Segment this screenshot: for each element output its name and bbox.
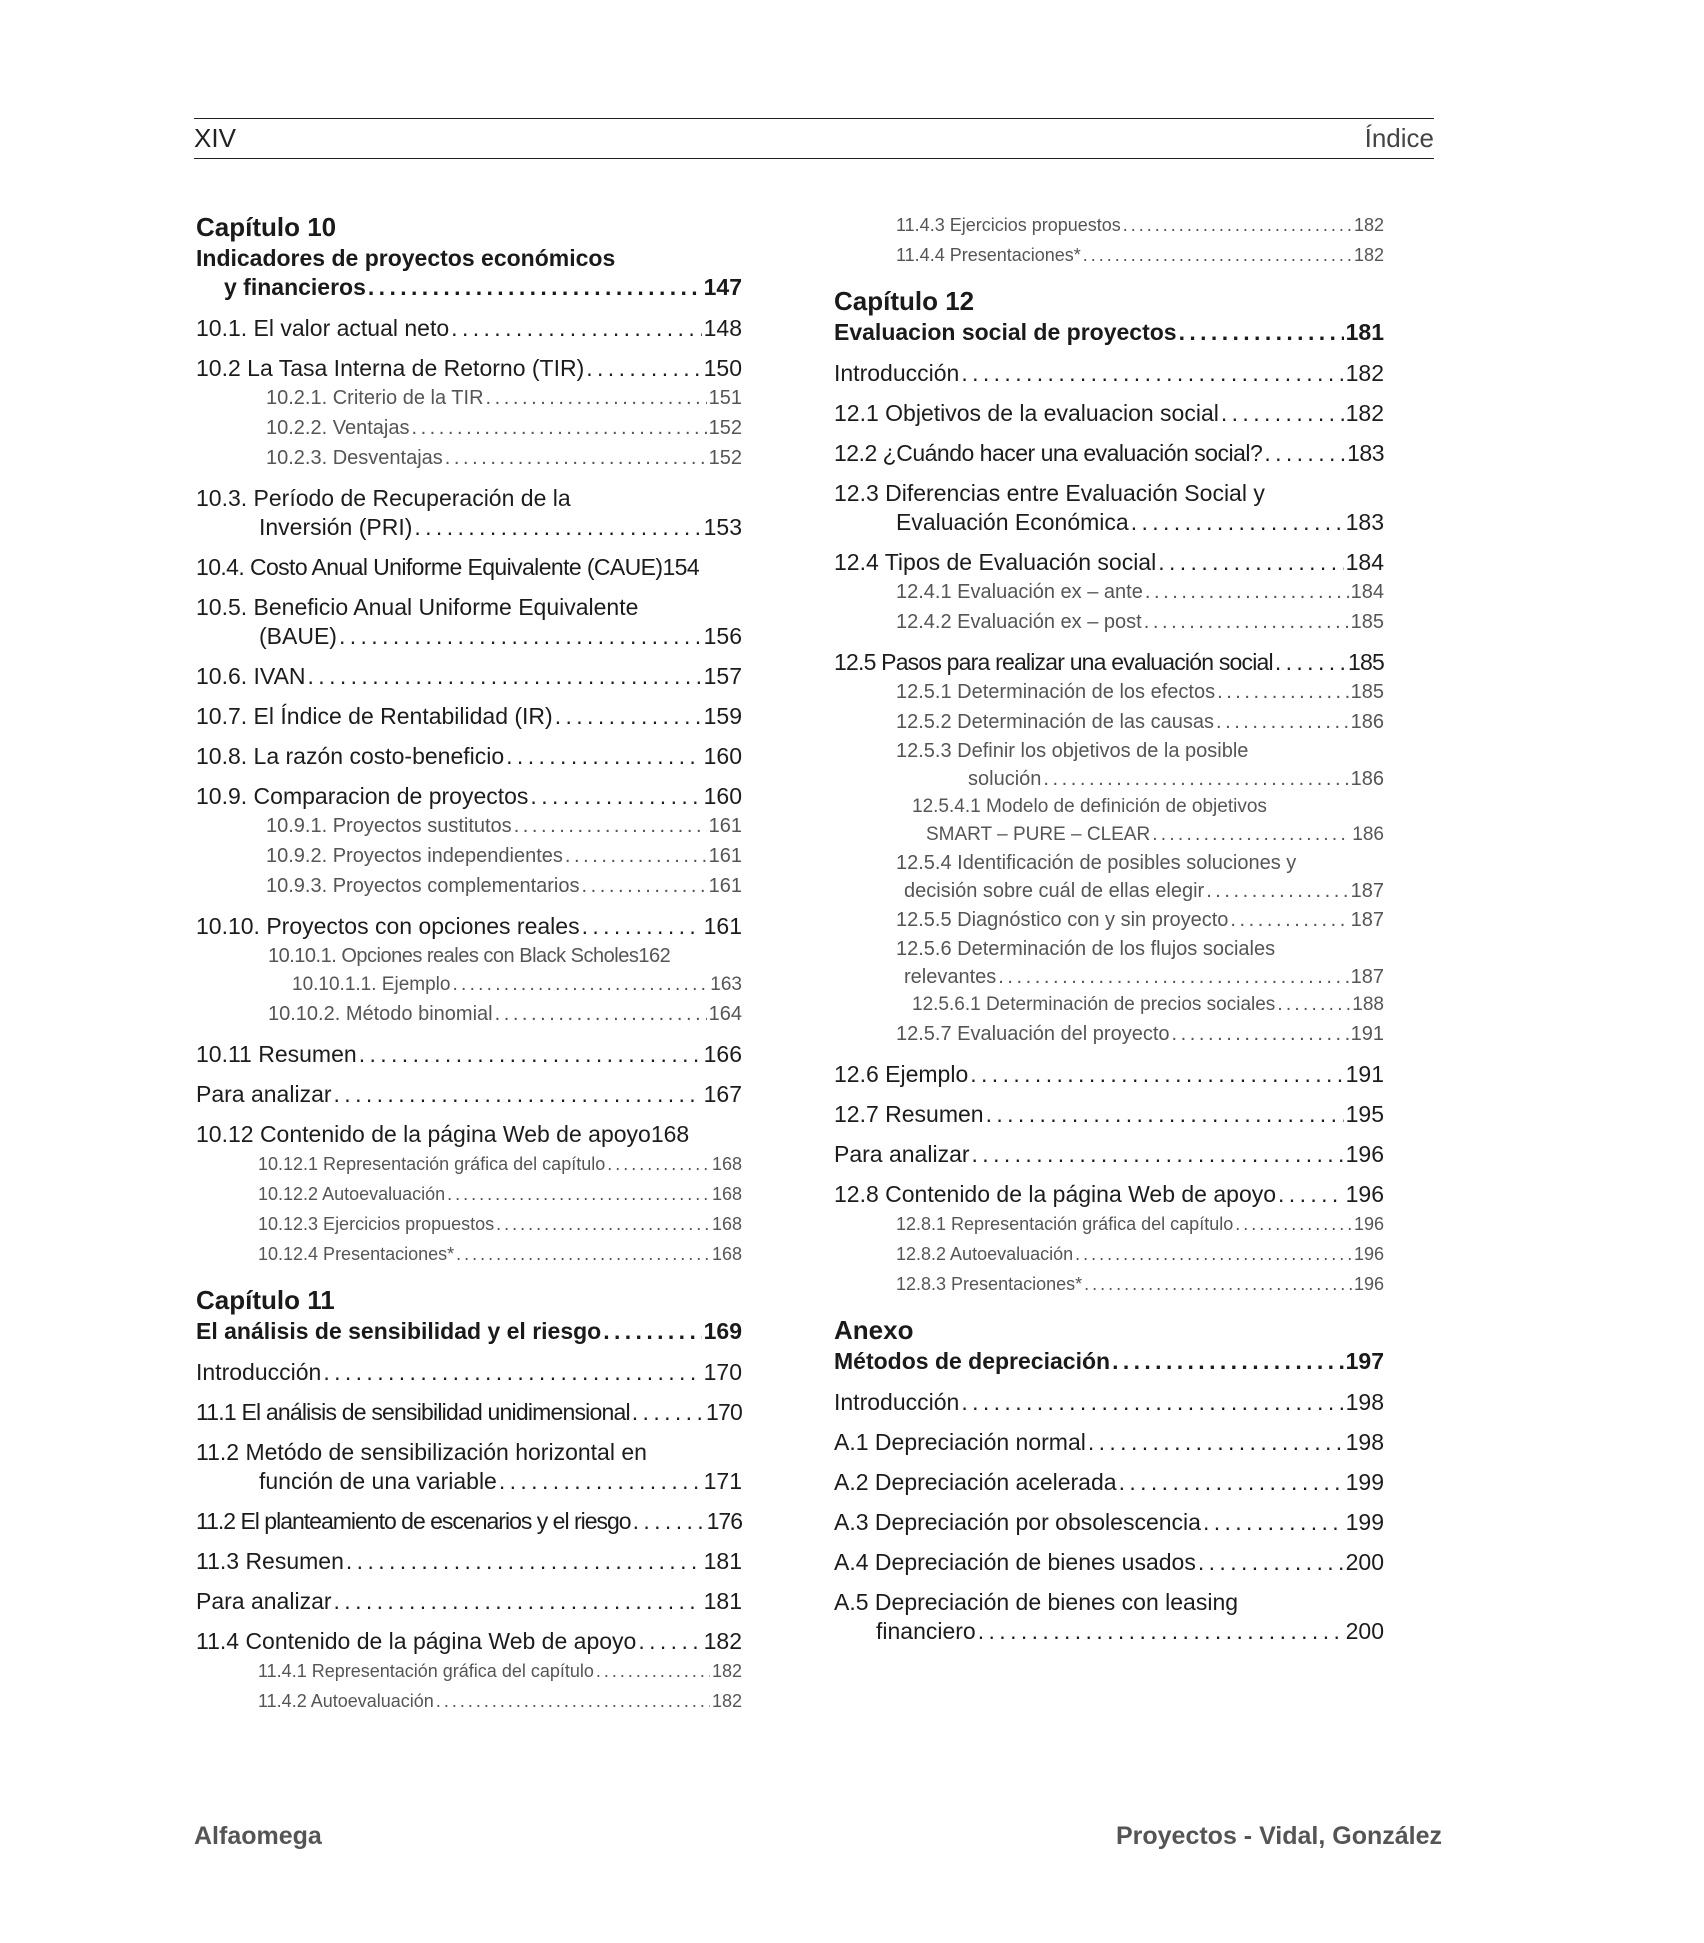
- toc-entry: 10.5. Beneficio Anual Uniforme Equivalente (BAUE) . . . 156: [196, 593, 742, 651]
- toc-subentry: 12.5.7 Evaluación del proyecto . . . 191: [834, 1019, 1384, 1049]
- toc-entry: Introducción . . . 198: [834, 1388, 1384, 1417]
- footer-book-title: Proyectos - Vidal, González: [1115, 1822, 1442, 1850]
- toc-entry: 10.4. Costo Anual Uniforme Equivalente (CAUE) 154: [196, 554, 700, 580]
- toc-subentry: 10.2.2. Ventajas . . . 152: [196, 413, 742, 443]
- chapter-heading: Capítulo 12: [834, 286, 975, 316]
- toc-subentry: 10.2.3. Desventajas . . . 152: [196, 443, 742, 473]
- toc-subentry: 10.12.2 Autoevaluación . . . 168: [196, 1179, 742, 1209]
- chapter-subtitle: Evaluacion social de proyectos . . . 181: [834, 318, 1384, 347]
- toc-entry: Introducción . . . 182: [834, 359, 1384, 388]
- toc-entry: 10.1. El valor actual neto . . . 148: [196, 314, 742, 343]
- header-rule-bottom: [194, 158, 1434, 159]
- footer-publisher: Alfaomega: [194, 1822, 322, 1850]
- section-title: Índice: [1364, 123, 1434, 153]
- chapter-heading: Capítulo 11: [196, 1285, 335, 1315]
- toc-entry: 12.1 Objetivos de la evaluacion social . . . 182: [834, 399, 1384, 428]
- toc-subentry: 11.4.4 Presentaciones* . . . 182: [834, 240, 1384, 270]
- toc-entry: 10.6. IVAN . . . 157: [196, 662, 742, 691]
- toc-subentry: 12.5.4.1 Modelo de definición de objetivos SMART – PURE – CLEAR . . . 186: [834, 793, 1384, 849]
- chapter-heading: Capítulo 10: [196, 212, 337, 242]
- toc-subentry: 10.10.1. Opciones reales con Black Scholes 162: [268, 945, 671, 967]
- toc-subentry: 10.2.1. Criterio de la TIR . . . 151: [196, 383, 742, 413]
- toc-entry: 10.7. El Índice de Rentabilidad (IR) . . . 159: [196, 702, 742, 731]
- toc-entry: A.3 Depreciación por obsolescencia . . . 199: [834, 1508, 1384, 1537]
- toc-subentry: 10.10.1.1. Ejemplo . . . 163: [196, 971, 742, 999]
- toc-subentry: 12.5.4 Identificación de posibles soluciones y decisión sobre cuál de ellas elegir . . . 187: [834, 849, 1384, 905]
- toc-subentry: 10.9.2. Proyectos independientes . . . 161: [196, 841, 742, 871]
- toc-subentry: 10.9.1. Proyectos sustitutos . . . 161: [196, 811, 742, 841]
- toc-subentry: 10.12.4 Presentaciones* . . . 168: [196, 1239, 742, 1269]
- toc-subentry: 12.5.6.1 Determinación de precios sociales . . . 188: [834, 991, 1384, 1019]
- toc-entry: 11.2 Metódo de sensibilización horizontal en función de una variable . . . 171: [196, 1438, 742, 1496]
- chapter-subtitle: Métodos de depreciación . . . 197: [834, 1347, 1384, 1376]
- toc-entry: 11.4 Contenido de la página Web de apoyo . . . 182: [196, 1627, 742, 1656]
- toc-entry: 12.8 Contenido de la página Web de apoyo . . . 196: [834, 1180, 1384, 1209]
- toc-entry: Para analizar . . . 181: [196, 1587, 742, 1616]
- chapter-subtitle: El análisis de sensibilidad y el riesgo . . . 169: [196, 1317, 742, 1346]
- page-number: XIV: [194, 123, 236, 153]
- toc-subentry: 12.8.3 Presentaciones* . . . 196: [834, 1269, 1384, 1299]
- chapter-heading: Anexo: [834, 1315, 914, 1345]
- toc-entry: Introducción . . . 170: [196, 1358, 742, 1387]
- toc-entry: 10.2 La Tasa Interna de Retorno (TIR) . . . 150: [196, 354, 742, 383]
- toc-entry: 12.4 Tipos de Evaluación social . . . 184: [834, 548, 1384, 577]
- toc-subentry: 12.4.1 Evaluación ex – ante . . . 184: [834, 577, 1384, 607]
- toc-entry: A.5 Depreciación de bienes con leasing financiero . . . 200: [834, 1588, 1384, 1646]
- toc-subentry: 10.12.1 Representación gráfica del capítulo . . . 168: [196, 1149, 742, 1179]
- toc-left-column: [196, 210, 742, 1716]
- toc-right-column: [834, 210, 1384, 1646]
- toc-entry: A.2 Depreciación acelerada . . . 199: [834, 1468, 1384, 1497]
- toc-subentry: 12.5.2 Determinación de las causas . . . 186: [834, 707, 1384, 737]
- toc-subentry: 12.8.2 Autoevaluación . . . 196: [834, 1239, 1384, 1269]
- toc-subentry: 12.5.3 Definir los objetivos de la posible solución . . . 186: [834, 737, 1384, 793]
- toc-entry: 11.1 El análisis de sensibilidad unidimensional . . . 170: [196, 1398, 742, 1427]
- toc-entry: 12.2 ¿Cuándo hacer una evaluación social? . . . 183: [834, 439, 1384, 468]
- toc-entry: 12.6 Ejemplo . . . 191: [834, 1060, 1384, 1089]
- toc-entry: 12.5 Pasos para realizar una evaluación social . . . 185: [834, 648, 1384, 677]
- toc-subentry: 12.5.6 Determinación de los flujos sociales relevantes . . . 187: [834, 935, 1384, 991]
- toc-entry: 12.7 Resumen . . . 195: [834, 1100, 1384, 1129]
- toc-entry: 10.8. La razón costo-beneficio . . . 160: [196, 742, 742, 771]
- toc-subentry: 11.4.1 Representación gráfica del capítulo . . . 182: [196, 1656, 742, 1686]
- toc-subentry: 11.4.3 Ejercicios propuestos . . . 182: [834, 210, 1384, 240]
- toc-subentry: 11.4.2 Autoevaluación . . . 182: [196, 1686, 742, 1716]
- toc-entry: Para analizar . . . 167: [196, 1080, 742, 1109]
- toc-entry: Para analizar . . . 196: [834, 1140, 1384, 1169]
- toc-subentry: 12.5.5 Diagnóstico con y sin proyecto . . . 187: [834, 905, 1384, 935]
- toc-entry: 10.3. Período de Recuperación de la Inversión (PRI) . . . 153: [196, 484, 742, 542]
- toc-entry: 10.11 Resumen . . . 166: [196, 1040, 742, 1069]
- chapter-subtitle: Indicadores de proyectos económicos y financieros . . . 147: [196, 244, 742, 302]
- toc-entry: A.1 Depreciación normal . . . 198: [834, 1428, 1384, 1457]
- toc-subentry: 10.10.2. Método binomial . . . 164: [196, 999, 742, 1029]
- toc-subentry: 10.9.3. Proyectos complementarios . . . 161: [196, 871, 742, 901]
- toc-entry: 11.3 Resumen . . . 181: [196, 1547, 742, 1576]
- toc-entry: 12.3 Diferencias entre Evaluación Social y Evaluación Económica . . . 183: [834, 479, 1384, 537]
- toc-subentry: 12.5.1 Determinación de los efectos . . . 185: [834, 677, 1384, 707]
- header-rule-top: [194, 118, 1434, 119]
- toc-entry: A.4 Depreciación de bienes usados . . . 200: [834, 1548, 1384, 1577]
- toc-subentry: 12.8.1 Representación gráfica del capítulo . . . 196: [834, 1209, 1384, 1239]
- toc-subentry: 12.4.2 Evaluación ex – post . . . 185: [834, 607, 1384, 637]
- toc-subentry: 10.12.3 Ejercicios propuestos . . . 168: [196, 1209, 742, 1239]
- toc-entry: 10.9. Comparacion de proyectos . . . 160: [196, 782, 742, 811]
- toc-entry: 10.10. Proyectos con opciones reales . . . 161: [196, 912, 742, 941]
- toc-entry: 10.12 Contenido de la página Web de apoyo 168: [196, 1121, 690, 1147]
- toc-entry: 11.2 El planteamiento de escenarios y el riesgo . . . 176: [196, 1507, 742, 1536]
